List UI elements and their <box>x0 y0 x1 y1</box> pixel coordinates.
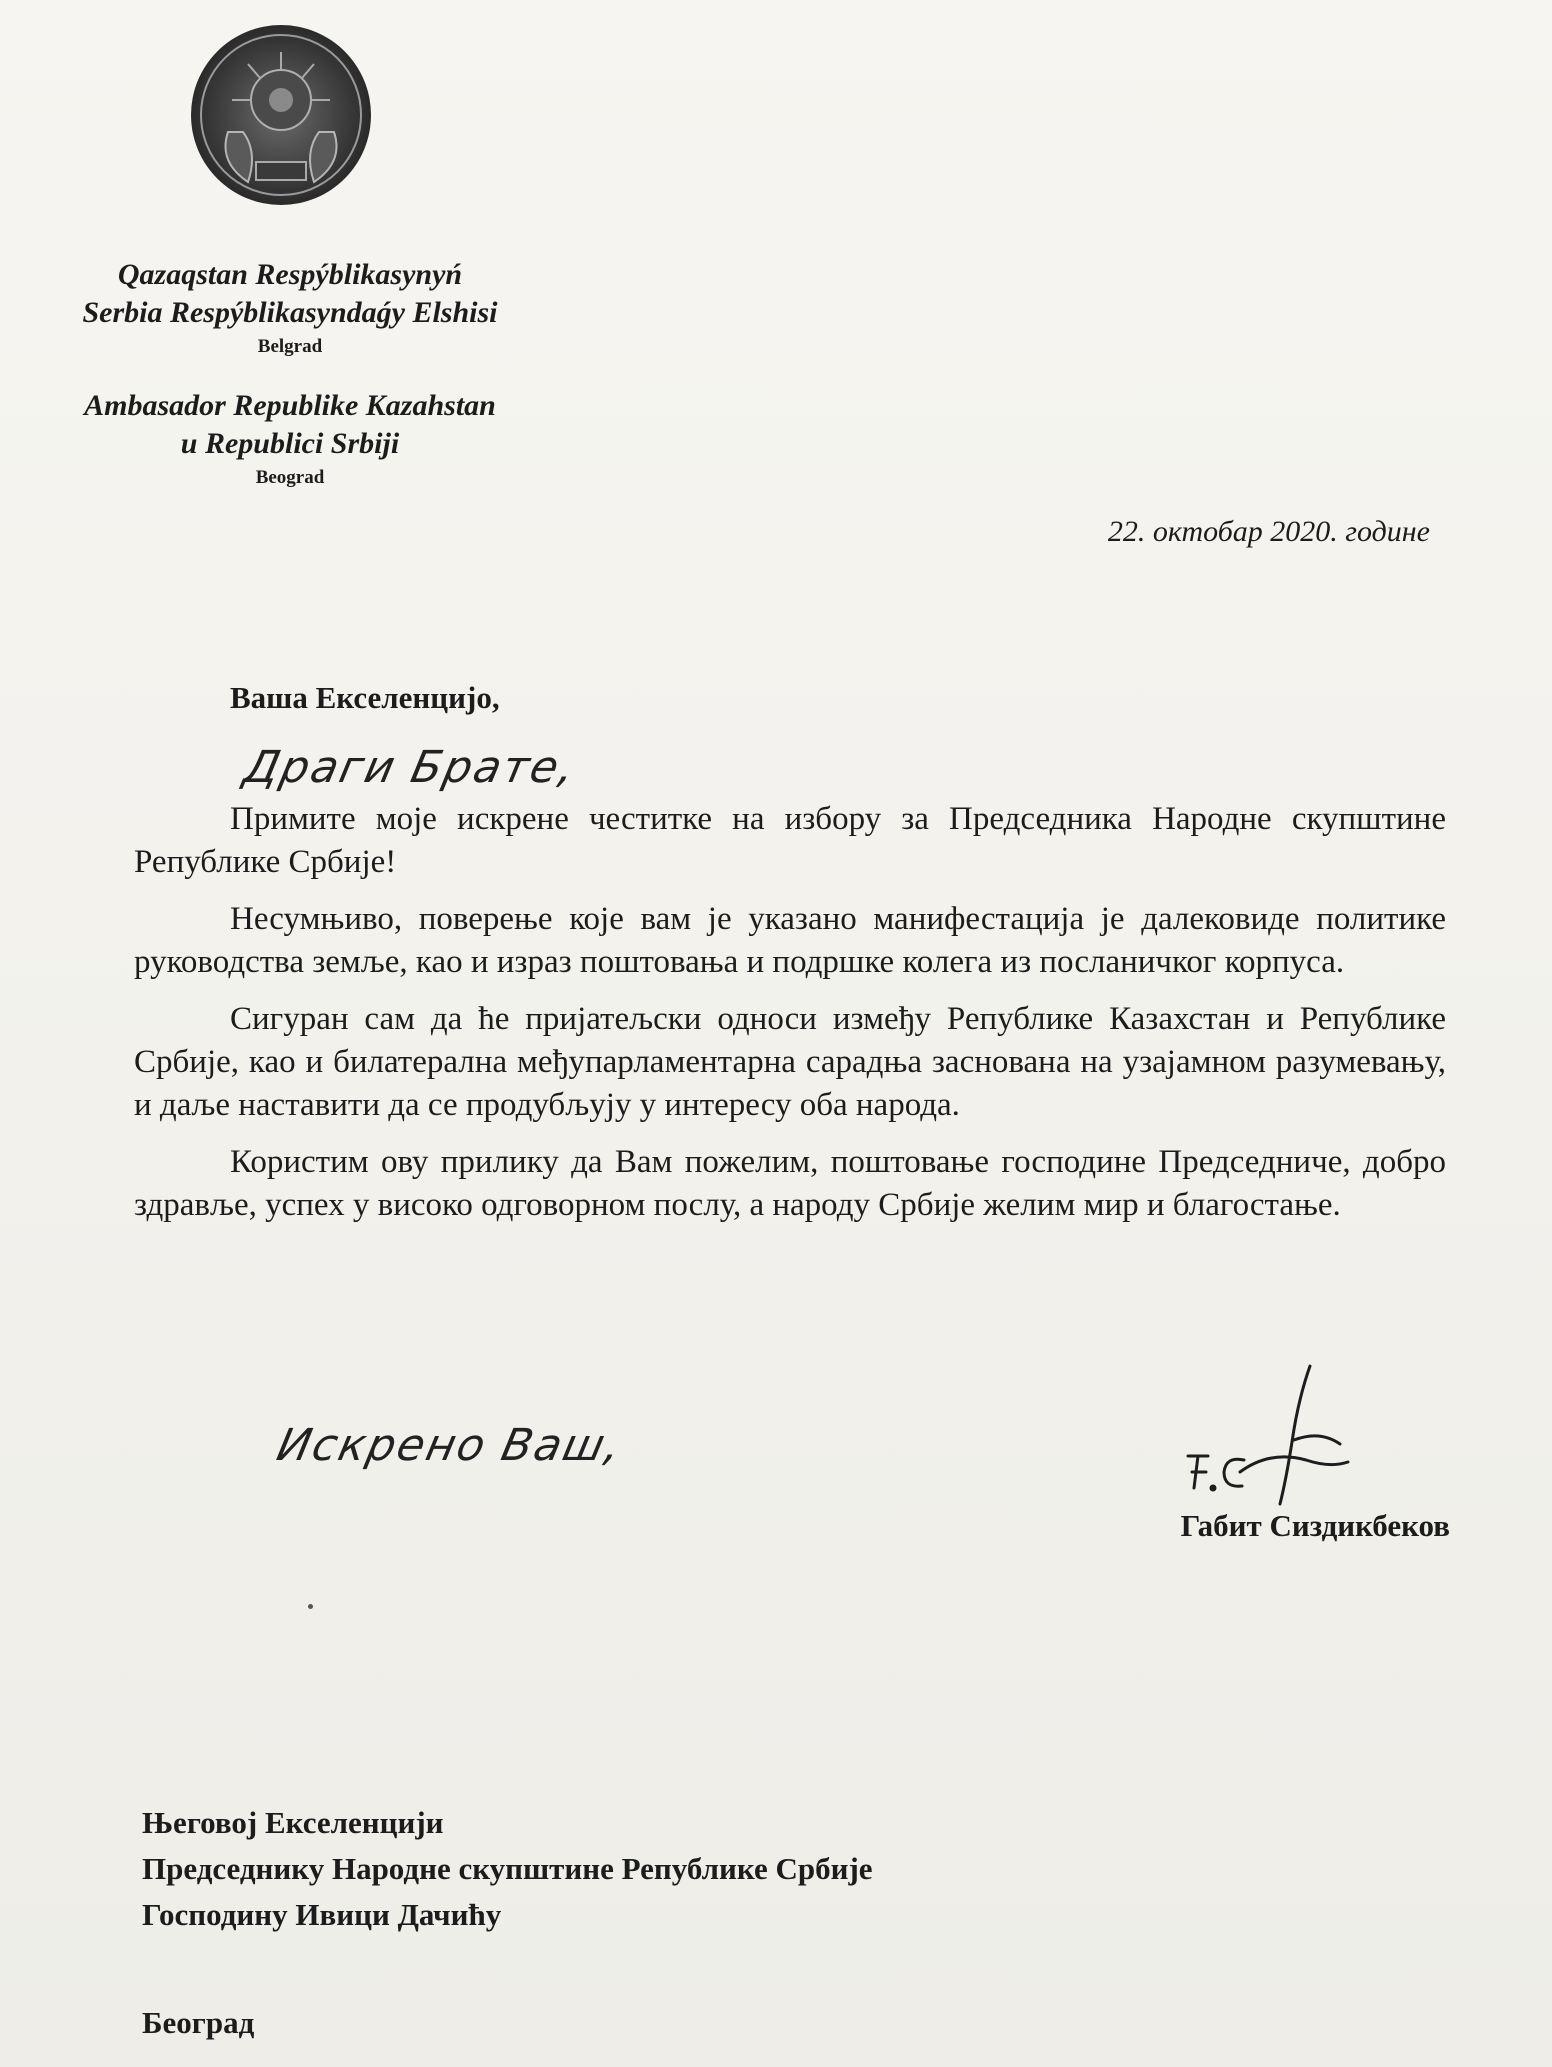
handwritten-closing: Искрено Ваш, <box>272 1420 628 1471</box>
letterhead-serbian <box>40 387 540 491</box>
letterhead-kazakh <box>40 256 540 360</box>
body-paragraph-1: Примите моје искрене честитке на избору за Председника Народне скупштине Републике Србије! <box>134 801 1446 880</box>
body-paragraph-2: Несумњиво, поверење које вам је указано манифестација је далековиде политике руководства земље, као и израз поштовања и подршке колега из посланичког корпуса. <box>134 901 1446 980</box>
letterhead-serbian-line1: Ambasador Republike Kazahstan <box>84 389 496 422</box>
salutation: Ваша Екселенцијо, <box>230 680 500 715</box>
letterhead-serbian-line2: u Republici Srbiji <box>180 427 400 460</box>
body-paragraph-3: Сигуран сам да ће пријатељски односи између Републике Казахстан и Републике Србије, као и билатерална међупарламентарна сарадња заснована на узајамном разумевању, и даље наставити да се продубљују у интересу оба народа. <box>134 1001 1446 1123</box>
handwritten-greeting: Драги Брате, <box>239 742 582 793</box>
recipient-city: Београд <box>142 2005 255 2040</box>
recipient-line3: Господину Ивици Дачићу <box>142 1897 502 1932</box>
kazakhstan-state-emblem-icon <box>188 22 374 208</box>
paper-speck <box>308 1604 313 1609</box>
handwritten-signature <box>1180 1360 1360 1510</box>
signer-name: Габит Сиздикбеков <box>1180 1508 1450 1543</box>
letter-body <box>134 798 1446 1241</box>
letter-date: 22. oктобар 2020. године <box>1107 515 1430 548</box>
letterhead-kazakh-line1: Qazaqstan Respýblikasynyń <box>117 258 463 291</box>
recipient-block <box>142 1800 873 2046</box>
body-paragraph-4: Користим ову прилику да Вам пожелим, поштовање господине Председниче, добро здравље, успех у високо одговорном послу, а народу Србије желим мир и благостање. <box>134 1144 1446 1223</box>
recipient-line1: Његовој Екселенцији <box>142 1805 444 1840</box>
letterhead-serbian-city: Beograd <box>255 467 325 488</box>
letterhead-kazakh-city: Belgrad <box>257 336 323 357</box>
recipient-line2: Председнику Народне скупштине Републике Србије <box>142 1851 873 1886</box>
letterhead-kazakh-line2: Serbia Respýblikasyndaǵy Elshisi <box>82 296 498 329</box>
